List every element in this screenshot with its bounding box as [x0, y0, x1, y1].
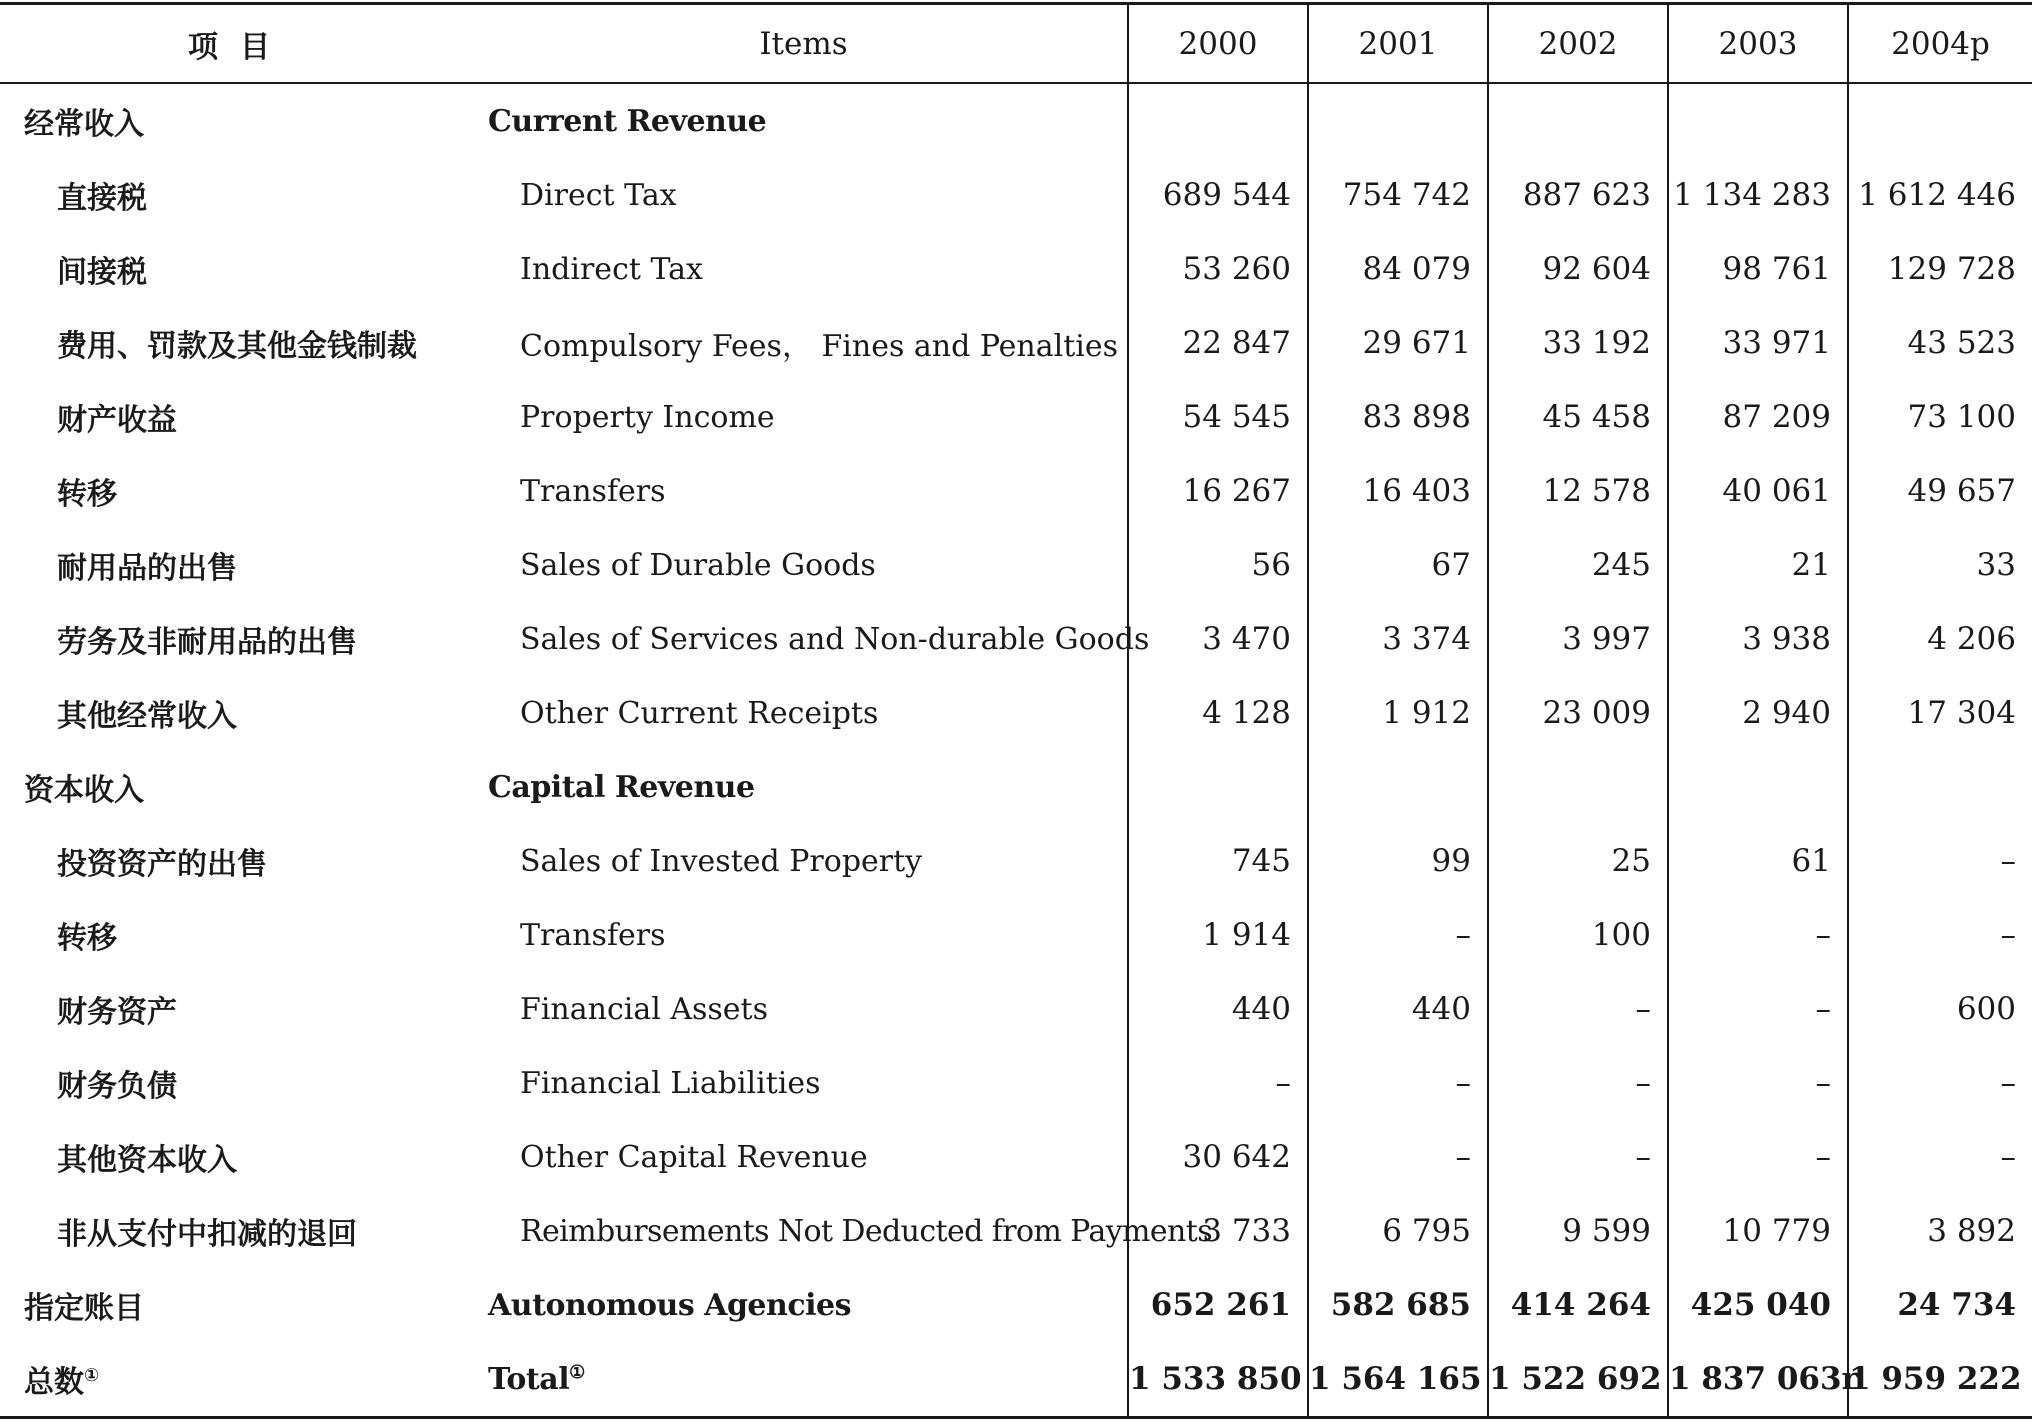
row-value: 887 623 [1488, 158, 1668, 232]
table-row [0, 898, 2032, 972]
row-value: 414 264 [1488, 1268, 1668, 1342]
row-value: 652 261 [1128, 1268, 1308, 1342]
row-label-en: Sales of Services and Non-durable Goods [520, 621, 1150, 657]
row-value: 245 [1488, 528, 1668, 602]
row-label-cn: 间接税 [57, 255, 147, 290]
row-value: 745 [1128, 824, 1308, 898]
table-row [0, 1194, 2032, 1268]
row-value: 3 938 [1668, 602, 1848, 676]
row-value: 87 209 [1668, 380, 1848, 454]
row-value: 45 458 [1488, 380, 1668, 454]
row-value: – [1128, 1046, 1308, 1120]
row-value: 54 545 [1128, 380, 1308, 454]
row-label-en: Property Income [520, 399, 775, 435]
row-value: 40 061 [1668, 454, 1848, 528]
row-value: 100 [1488, 898, 1668, 972]
table-row [0, 83, 2032, 158]
row-label-en: Other Capital Revenue [520, 1139, 868, 1175]
table-row [0, 972, 2032, 1046]
row-value: 61 [1668, 824, 1848, 898]
footnote-marker: ① [569, 1361, 585, 1383]
row-value: 49 657 [1848, 454, 2032, 528]
row-label-en: Sales of Durable Goods [520, 547, 876, 583]
row-label-en: Sales of Invested Property [520, 843, 923, 879]
row-value: 9 599 [1488, 1194, 1668, 1268]
header-items-en: Items [480, 4, 1128, 84]
header-year: 2001 [1308, 4, 1488, 84]
row-value [1668, 83, 1848, 158]
row-label-cn: 转移 [57, 921, 117, 956]
row-label-en: Financial Assets [520, 991, 769, 1027]
row-value [1128, 750, 1308, 824]
row-label-cn: 转移 [57, 477, 117, 512]
row-label-en: Direct Tax [520, 177, 677, 213]
row-label-en: Financial Liabilities [520, 1065, 821, 1101]
row-value: 1 912 [1308, 676, 1488, 750]
table-row [0, 528, 2032, 602]
row-value: – [1668, 1120, 1848, 1194]
header-year: 2002 [1488, 4, 1668, 84]
row-label-cn: 耐用品的出售 [57, 551, 237, 586]
row-value: 10 779 [1668, 1194, 1848, 1268]
row-value: 92 604 [1488, 232, 1668, 306]
row-value: – [1668, 972, 1848, 1046]
row-value: 754 742 [1308, 158, 1488, 232]
row-value [1308, 750, 1488, 824]
row-label-cn: 非从支付中扣减的退回 [57, 1217, 357, 1252]
row-value: – [1848, 898, 2032, 972]
row-label-cn: 经常收入 [24, 107, 144, 142]
revenue-table [0, 2, 2032, 1419]
row-value: 2 940 [1668, 676, 1848, 750]
row-value: 440 [1128, 972, 1308, 1046]
header-year: 2004p [1848, 4, 2032, 84]
footnote-marker: ① [84, 1365, 100, 1386]
table-row [0, 306, 2032, 380]
row-value: 425 040 [1668, 1268, 1848, 1342]
row-value [1488, 83, 1668, 158]
table-row [0, 1120, 2032, 1194]
row-value: 1 837 063r [1668, 1342, 1848, 1418]
row-value: – [1848, 1120, 2032, 1194]
row-label-cn: 直接税 [57, 181, 147, 216]
row-value [1848, 750, 2032, 824]
row-value: 53 260 [1128, 232, 1308, 306]
row-value: – [1488, 1120, 1668, 1194]
row-label-en: Current Revenue [488, 103, 767, 139]
row-value: 6 795 [1308, 1194, 1488, 1268]
row-label-cn: 费用、罚款及其他金钱制裁 [57, 329, 417, 364]
table-row [0, 380, 2032, 454]
row-value: – [1848, 1046, 2032, 1120]
row-label-cn: 财务负债 [57, 1069, 177, 1104]
row-label-en: Other Current Receipts [520, 695, 879, 731]
row-value: 24 734 [1848, 1268, 2032, 1342]
row-label-en: Reimbursements Not Deducted from Payments [520, 1213, 1213, 1249]
table-row [0, 232, 2032, 306]
row-value: 4 128 [1128, 676, 1308, 750]
header-year: 2003 [1668, 4, 1848, 84]
row-value: 33 [1848, 528, 2032, 602]
row-value: 83 898 [1308, 380, 1488, 454]
table-row [0, 454, 2032, 528]
table-row [0, 750, 2032, 824]
row-value [1848, 83, 2032, 158]
row-label-cn: 资本收入 [24, 773, 144, 808]
row-value: 43 523 [1848, 306, 2032, 380]
row-value [1128, 83, 1308, 158]
row-value: 600 [1848, 972, 2032, 1046]
header-year: 2000 [1128, 4, 1308, 84]
row-label-cn: 其他经常收入 [57, 699, 237, 734]
row-value: – [1308, 1046, 1488, 1120]
row-value: – [1668, 1046, 1848, 1120]
table-row [0, 1046, 2032, 1120]
row-value: 33 192 [1488, 306, 1668, 380]
row-value: 33 971 [1668, 306, 1848, 380]
row-label-cn: 劳务及非耐用品的出售 [57, 625, 357, 660]
row-value: 1 564 165 [1308, 1342, 1488, 1418]
row-value: 67 [1308, 528, 1488, 602]
row-value: – [1488, 972, 1668, 1046]
table-row [0, 602, 2032, 676]
row-value: 21 [1668, 528, 1848, 602]
row-value: 29 671 [1308, 306, 1488, 380]
row-value [1488, 750, 1668, 824]
table-row [0, 824, 2032, 898]
row-label-cn: 财产收益 [57, 403, 177, 438]
row-value: 440 [1308, 972, 1488, 1046]
row-label-en: Autonomous Agencies [488, 1287, 851, 1323]
row-value: 3 733 [1128, 1194, 1308, 1268]
row-value: – [1848, 824, 2032, 898]
row-value: – [1308, 1120, 1488, 1194]
row-value: – [1668, 898, 1848, 972]
row-value: 16 403 [1308, 454, 1488, 528]
row-value: 3 892 [1848, 1194, 2032, 1268]
total-label-cn-text: 总数 [24, 1365, 84, 1400]
table-row [0, 158, 2032, 232]
total-label-en [480, 1342, 1128, 1418]
row-value: 582 685 [1308, 1268, 1488, 1342]
row-value [1668, 750, 1848, 824]
row-value: 16 267 [1128, 454, 1308, 528]
row-value: 129 728 [1848, 232, 2032, 306]
row-label-en: Transfers [520, 473, 666, 509]
row-label-en: Indirect Tax [520, 251, 703, 287]
total-label-en-text: Total [488, 1361, 570, 1397]
total-row [0, 1342, 2032, 1418]
row-label-en: Capital Revenue [488, 769, 755, 805]
row-value: 3 374 [1308, 602, 1488, 676]
row-value: 1 134 283 [1668, 158, 1848, 232]
row-value: 3 997 [1488, 602, 1668, 676]
table-row [0, 1268, 2032, 1342]
row-value: 17 304 [1848, 676, 2032, 750]
row-value: 22 847 [1128, 306, 1308, 380]
row-value [1308, 83, 1488, 158]
row-label-cn: 其他资本收入 [57, 1143, 237, 1178]
row-value: 689 544 [1128, 158, 1308, 232]
row-value: 1 959 222 [1848, 1342, 2032, 1418]
row-label-cn: 财务资产 [57, 995, 177, 1030]
row-value: 73 100 [1848, 380, 2032, 454]
row-label-en: Transfers [520, 917, 666, 953]
row-label-cn: 投资资产的出售 [57, 847, 267, 882]
row-value: 3 470 [1128, 602, 1308, 676]
row-value: 56 [1128, 528, 1308, 602]
row-value: 1 914 [1128, 898, 1308, 972]
row-value: 98 761 [1668, 232, 1848, 306]
header-row [0, 4, 2032, 84]
row-value: 23 009 [1488, 676, 1668, 750]
row-value: 30 642 [1128, 1120, 1308, 1194]
row-value: 25 [1488, 824, 1668, 898]
row-value: 1 522 692 [1488, 1342, 1668, 1418]
row-label-cn: 指定账目 [24, 1291, 144, 1326]
row-label-en: Compulsory Fees， Fines and Penalties [520, 329, 1119, 364]
row-value: – [1308, 898, 1488, 972]
row-value: 1 533 850 [1128, 1342, 1308, 1418]
total-label-cn [0, 1342, 480, 1418]
header-items-cn: 项目 [0, 4, 480, 84]
row-value: – [1488, 1046, 1668, 1120]
row-value: 1 612 446 [1848, 158, 2032, 232]
row-value: 84 079 [1308, 232, 1488, 306]
row-value: 4 206 [1848, 602, 2032, 676]
row-value: 99 [1308, 824, 1488, 898]
table-row [0, 676, 2032, 750]
row-value: 12 578 [1488, 454, 1668, 528]
